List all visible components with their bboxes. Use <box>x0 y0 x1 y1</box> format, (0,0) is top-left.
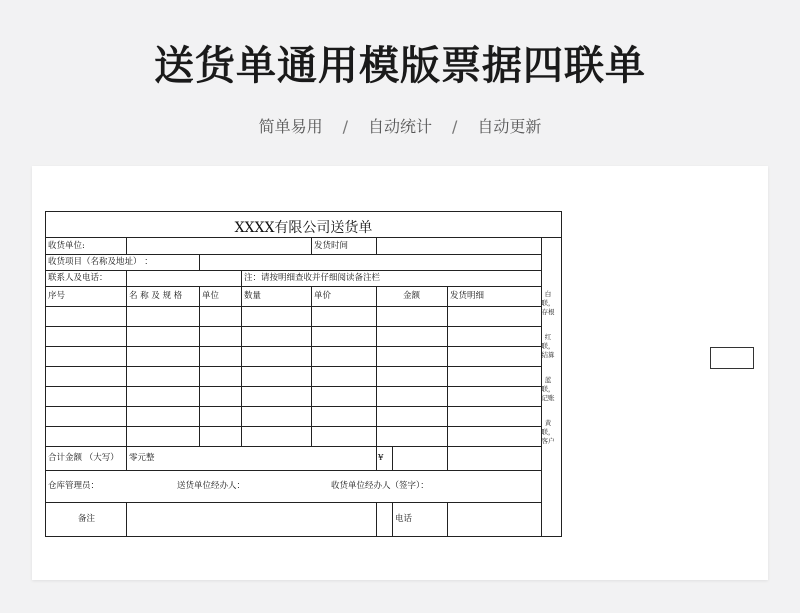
row-line <box>46 286 541 287</box>
col-line <box>376 286 377 446</box>
column-header: 单价 <box>314 291 332 301</box>
subtitle-item: 自动更新 <box>477 117 542 136</box>
copy-label: 白联，存根 <box>541 290 555 316</box>
col-line <box>311 286 312 446</box>
col-line <box>241 270 242 286</box>
copy-label: 黄联，客户 <box>541 419 555 445</box>
column-header: 名 称 及 规 格 <box>129 291 183 301</box>
column-header: 数量 <box>244 291 262 301</box>
row-line <box>46 346 541 347</box>
delivery-form <box>45 211 562 537</box>
receiver-agent-label: 收货单位经办人（签字）： <box>331 481 429 491</box>
column-header: 序号 <box>48 291 66 301</box>
subtitle-separator: / <box>452 117 458 136</box>
warehouse-label: 仓库管理员： <box>48 481 100 491</box>
col-line <box>311 237 312 254</box>
total-label: 合计金额 （大写） <box>48 453 119 463</box>
row-line <box>46 237 561 238</box>
column-header: 发货明细 <box>450 291 485 301</box>
row-line <box>46 426 541 427</box>
col-line <box>126 237 127 254</box>
phone-label: 电话 <box>395 514 413 524</box>
total-value: 零元整 <box>129 453 155 463</box>
row-line <box>46 406 541 407</box>
note-label: 注：请按明细查收并仔细阅读备注栏 <box>244 273 381 283</box>
col-line <box>376 502 377 536</box>
col-line <box>126 270 127 286</box>
col-line <box>126 446 127 470</box>
empty-box <box>710 347 754 369</box>
row-line <box>46 270 541 271</box>
col-line <box>447 502 448 536</box>
currency-symbol: ¥ <box>378 453 384 463</box>
col-line <box>392 502 393 536</box>
row-line <box>46 366 541 367</box>
subtitle-item: 自动统计 <box>367 117 432 136</box>
receiver-label: 收货单位: <box>48 241 85 251</box>
copy-label: 蓝联，记账 <box>541 376 555 402</box>
sender-agent-label: 送货单位经办人： <box>177 481 246 491</box>
col-line <box>376 237 377 254</box>
col-line <box>199 254 200 270</box>
row-line <box>46 502 541 503</box>
row-line <box>46 326 541 327</box>
col-line <box>126 502 127 536</box>
row-line <box>46 306 541 307</box>
remark-label: 备注 <box>78 514 96 524</box>
contact-label: 联系人及电话： <box>48 273 108 283</box>
preview-card <box>32 166 768 580</box>
col-line <box>199 286 200 446</box>
project-label: 收货项目（名称及地址） ： <box>48 257 153 267</box>
column-header: 金额 <box>403 291 421 301</box>
subtitle <box>0 114 800 137</box>
row-line <box>46 254 541 255</box>
col-line <box>447 286 448 446</box>
col-line <box>376 446 377 470</box>
col-line <box>447 446 448 470</box>
col-line <box>241 286 242 446</box>
ship-time-label: 发货时间 <box>314 241 349 251</box>
page-title: 送货单通用模版票据四联单 <box>154 43 646 89</box>
form-title: XXXX有限公司送货单 <box>234 220 373 236</box>
copy-label: 红联，结算 <box>541 333 555 359</box>
col-line <box>126 286 127 446</box>
subtitle-item: 简单易用 <box>258 117 323 136</box>
col-line <box>392 446 393 470</box>
row-line <box>46 470 541 471</box>
row-line <box>46 386 541 387</box>
copy-labels <box>541 290 555 462</box>
subtitle-separator: / <box>342 117 348 136</box>
row-line <box>46 446 541 447</box>
column-header: 单位 <box>202 291 220 301</box>
